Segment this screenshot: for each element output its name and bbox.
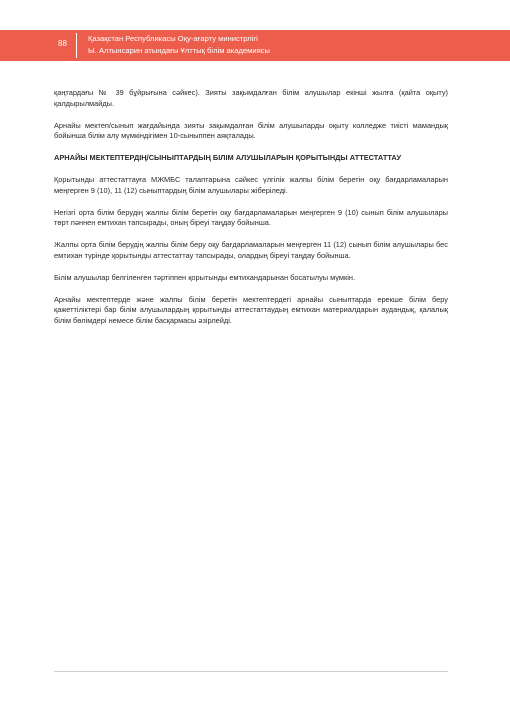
header-divider [76,33,77,58]
paragraph: қаңтардағы № 39 бұйрығына сәйкес). Зияты зақымдалған білім алушылар екінші жылға (қайта оқыту) қалдырылмайды. [54,88,448,108]
paragraph: Негізгі орта білім берудің жалпы білім беретін оқу бағдарламаларын меңгерген 9 (10) сынып білім алушылары төрт пәннен емтихан тапсырады, оның біреуі таңдау бойынша. [54,207,448,228]
paragraph: Жалпы орта білім берудің жалпы білім беру оқу бағдарламаларын меңгерген 11 (12) сынып білім алушылары бес емтихан түрінде қорытынды аттестаттау тапсырады, олардың біреуі таңдау бойынша. [54,240,448,260]
paragraph: Арнайы мектеп/сынып жағдайында зияты зақымдалған білім алушыларды оқыту колледже тиісті мамандық бойынша білім алу мүмкіндігімен 10-сыныппен аяқталады. [54,120,448,141]
paragraph: Білім алушылар белгіленген тәртіппен қорытынды емтихандарынан босатылуы мүмкін. [54,272,356,282]
document-body [54,88,448,338]
section-heading: АРНАЙЫ МЕКТЕПТЕРДІҢ/СЫНЫПТАРДЫҢ БІЛІМ АЛУШЫЛАРЫН ҚОРЫТЫНДЫ АТТЕСТАТТАУ [54,153,402,163]
footer-rule [54,671,448,672]
academy-name: Ы. Алтынсарин атындағы Ұлттық білім академиясы [88,46,270,55]
paragraph: Арнайы мектептерде және жалпы білім беретін мектептердегі арнайы сыныптарда ерекше білім беру қажеттіліктері бар білім алушылардың қорытынды аттестаттаудың емтихан материалдарын аудандық, қалалық білім бөлімдері немесе білім басқармасы әзірлейді. [54,294,448,326]
ministry-name: Қазақстан Республикасы Оқу-ағарту министрлігі [88,34,258,43]
page-number: 88 [58,39,67,48]
paragraph: Қорытынды аттестаттауға МЖМБС талаптарына сәйкес үлгілік жалпы білім беретін оқу бағдарламаларын меңгерген 9 (10), 11 (12) сыныптардың білім алушылары жіберіледі. [54,174,448,195]
